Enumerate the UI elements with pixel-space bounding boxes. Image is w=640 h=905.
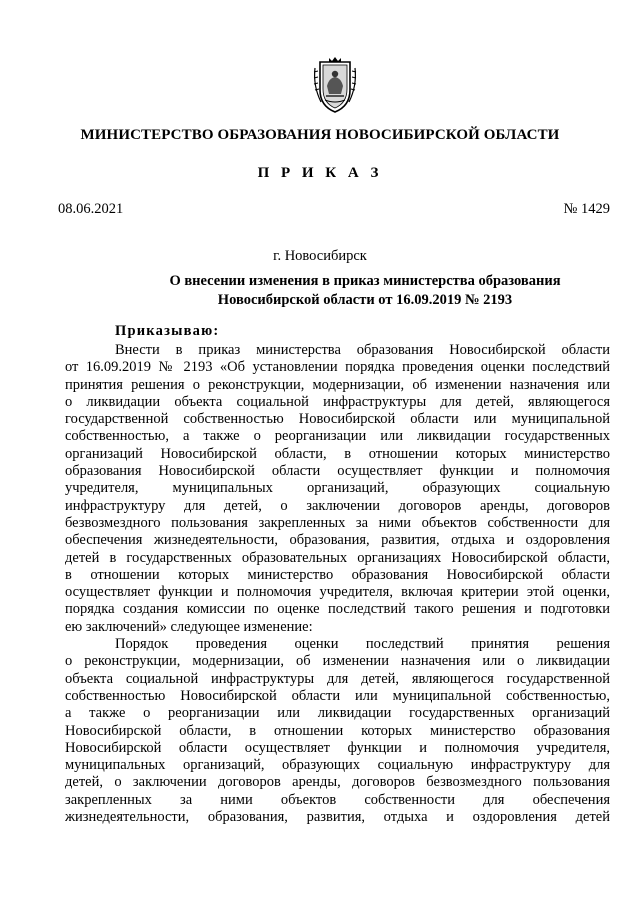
body-line: инфраструктуру для детей, о заключении договоров аренды, договоров [65, 497, 610, 514]
body-line: детей, о заключении договоров аренды, договоров безвозмездного пользования [65, 774, 610, 791]
body-line: от 16.09.2019 № 2193 «Об установлении порядка проведения оценки последствий [65, 359, 610, 376]
body-line: закрепленных за ними объектов собственности для обеспечения [65, 791, 610, 808]
order-number: № 1429 [563, 201, 610, 217]
body-line: о реконструкции, модернизации, об изменении назначения или о ликвидации [65, 653, 610, 670]
body-line: учредителя, муниципальных организаций, образующих социальную [65, 480, 610, 497]
coat-of-arms-icon [312, 56, 358, 114]
body-line: порядка создания комиссии по оценке последствий такого решения и подготовки [65, 601, 610, 618]
body-line: детей в государственных образовательных организациях Новосибирской области, [65, 549, 610, 566]
ministry-title: МИНИСТЕРСТВО ОБРАЗОВАНИЯ НОВОСИБИРСКОЙ ОБЛАСТИ [80, 127, 560, 143]
body-line: в отношении которых министерство образования Новосибирской области [65, 566, 610, 583]
body-line: о ликвидации объекта социальной инфраструктуры для детей, являющегося [65, 393, 610, 410]
order-subject [100, 272, 630, 309]
body-line: принятия решения о реконструкции, модернизации, об изменении назначения или [65, 376, 610, 393]
body-line: Внести в приказ министерства образования Новосибирской области [115, 342, 610, 358]
body-line: Новосибирской области, в отношении которых министерство образования [65, 722, 610, 739]
body-line: муниципальных организаций, образующих социальную инфраструктуру для [65, 757, 610, 774]
subject-line: О внесении изменения в приказ министерства образования [169, 273, 561, 289]
body-line: обеспечения жизнедеятельности, образования, развития, отдыха и оздоровления [65, 532, 610, 549]
body-line: собственностью Новосибирской области или муниципальной собственностью, [65, 687, 610, 704]
body-line: Порядок проведения оценки последствий принятия решения [115, 636, 610, 653]
order-directive-label: Приказываю: [115, 323, 220, 339]
body-line: Новосибирской области осуществляет функции и полномочия учредителя, [65, 739, 610, 756]
body-line: государственной собственностью Новосибирской области или муниципальной [65, 411, 610, 428]
body-line: организаций Новосибирской области, в отношении которых министерство [65, 445, 610, 462]
body-line: осуществляет функции и полномочия учредителя, включая критерии этой оценки, [65, 584, 610, 601]
body-line: ею заключений» следующее изменение: [65, 618, 313, 635]
body-line: а также о реорганизации или ликвидации государственных организаций [65, 705, 610, 722]
order-date: 08.06.2021 [58, 201, 124, 217]
body-line: объекта социальной инфраструктуры для детей, являющегося государственной [65, 670, 610, 687]
city-label: г. Новосибирск [273, 248, 367, 264]
body-line: жизнедеятельности, образования, развития, отдыха и оздоровления детей [65, 809, 610, 826]
body-line: собственностью, а также о реорганизации или ликвидации государственных [65, 428, 610, 445]
document-type-title: П Р И К А З [257, 165, 383, 181]
body-line: образования Новосибирской области осуществляет функции и полномочия [65, 463, 610, 480]
subject-line: Новосибирской области от 16.09.2019 № 2193 [217, 291, 513, 308]
order-body [65, 342, 610, 826]
body-line: безвозмездного пользования закрепленных за ними объектов собственности для [65, 514, 610, 531]
